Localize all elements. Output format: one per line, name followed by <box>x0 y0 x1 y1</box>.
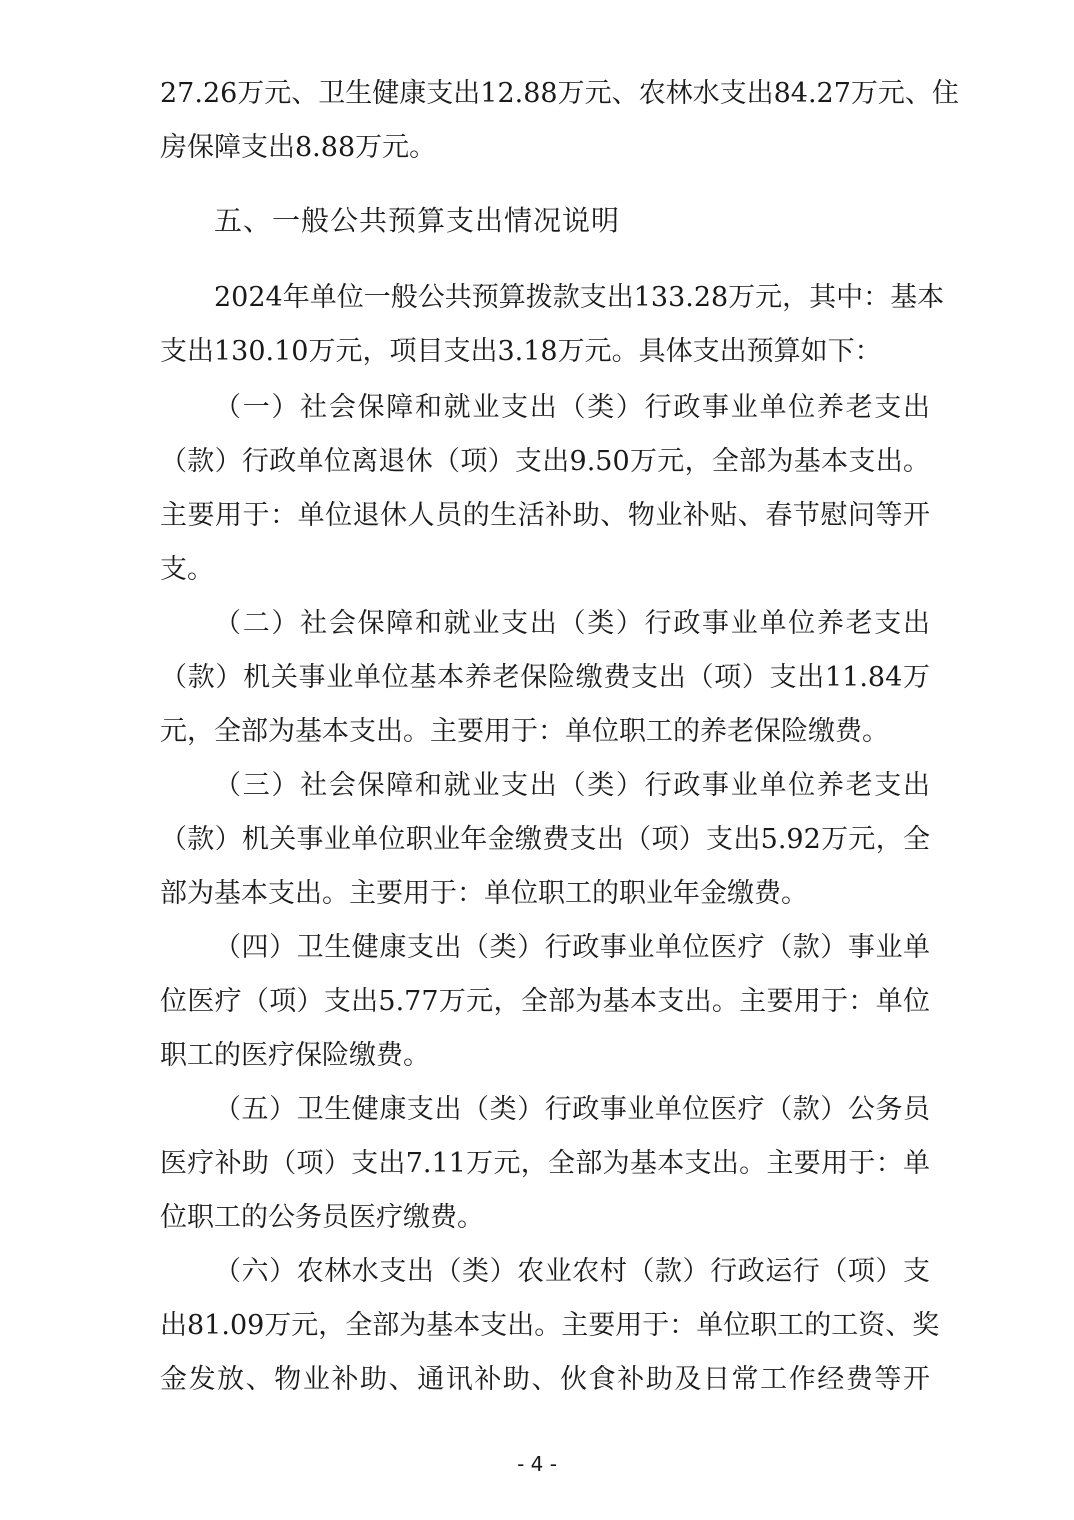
item-6-line-3: 金发放、物业补助、通讯补助、伙食补助及日常工作经费等开 <box>160 1364 930 1395</box>
item-2-line-2: （款）机关事业单位基本养老保险缴费支出（项）支出11.84万 <box>160 662 930 693</box>
intro-line-2: 房保障支出8.88万元。 <box>160 132 437 163</box>
item-1-line-2: （款）行政单位离退休（项）支出9.50万元，全部为基本支出。 <box>160 446 930 477</box>
item-3-line-3: 部为基本支出。主要用于：单位职工的职业年金缴费。 <box>160 878 808 909</box>
item-5-line-1: （五）卫生健康支出（类）行政事业单位医疗（款）公务员 <box>214 1094 930 1125</box>
item-3-line-2: （款）机关事业单位职业年金缴费支出（项）支出5.92万元，全 <box>160 824 930 855</box>
item-1-line-4: 支。 <box>160 554 214 585</box>
item-6-line-1: （六）农林水支出（类）农业农村（款）行政运行（项）支 <box>214 1256 930 1287</box>
item-4-line-1: （四）卫生健康支出（类）行政事业单位医疗（款）事业单 <box>214 932 930 963</box>
item-1-line-1: （一）社会保障和就业支出（类）行政事业单位养老支出 <box>214 392 930 423</box>
item-5-line-2: 医疗补助（项）支出7.11万元，全部为基本支出。主要用于：单 <box>160 1148 930 1179</box>
intro-line-1: 27.26万元、卫生健康支出12.88万元、农林水支出84.27万元、住 <box>160 78 959 109</box>
overview-line-1: 2024年单位一般公共预算拨款支出133.28万元，其中：基本 <box>214 282 945 313</box>
item-3-line-1: （三）社会保障和就业支出（类）行政事业单位养老支出 <box>214 770 930 801</box>
item-2-line-1: （二）社会保障和就业支出（类）行政事业单位养老支出 <box>214 608 930 639</box>
item-5-line-3: 位职工的公务员医疗缴费。 <box>160 1202 484 1233</box>
overview-line-2: 支出130.10万元，项目支出3.18万元。具体支出预算如下： <box>160 336 882 367</box>
item-4-line-3: 职工的医疗保险缴费。 <box>160 1040 430 1071</box>
item-6-line-2: 出81.09万元，全部为基本支出。主要用于：单位职工的工资、奖 <box>160 1310 940 1341</box>
page-number: - 4 - <box>517 1452 557 1476</box>
section-heading: 五、一般公共预算支出情况说明 <box>214 204 621 237</box>
item-1-line-3: 主要用于：单位退休人员的生活补助、物业补贴、春节慰问等开 <box>160 500 930 531</box>
item-4-line-2: 位医疗（项）支出5.77万元，全部为基本支出。主要用于：单位 <box>160 986 930 1017</box>
item-2-line-3: 元，全部为基本支出。主要用于：单位职工的养老保险缴费。 <box>160 716 889 747</box>
